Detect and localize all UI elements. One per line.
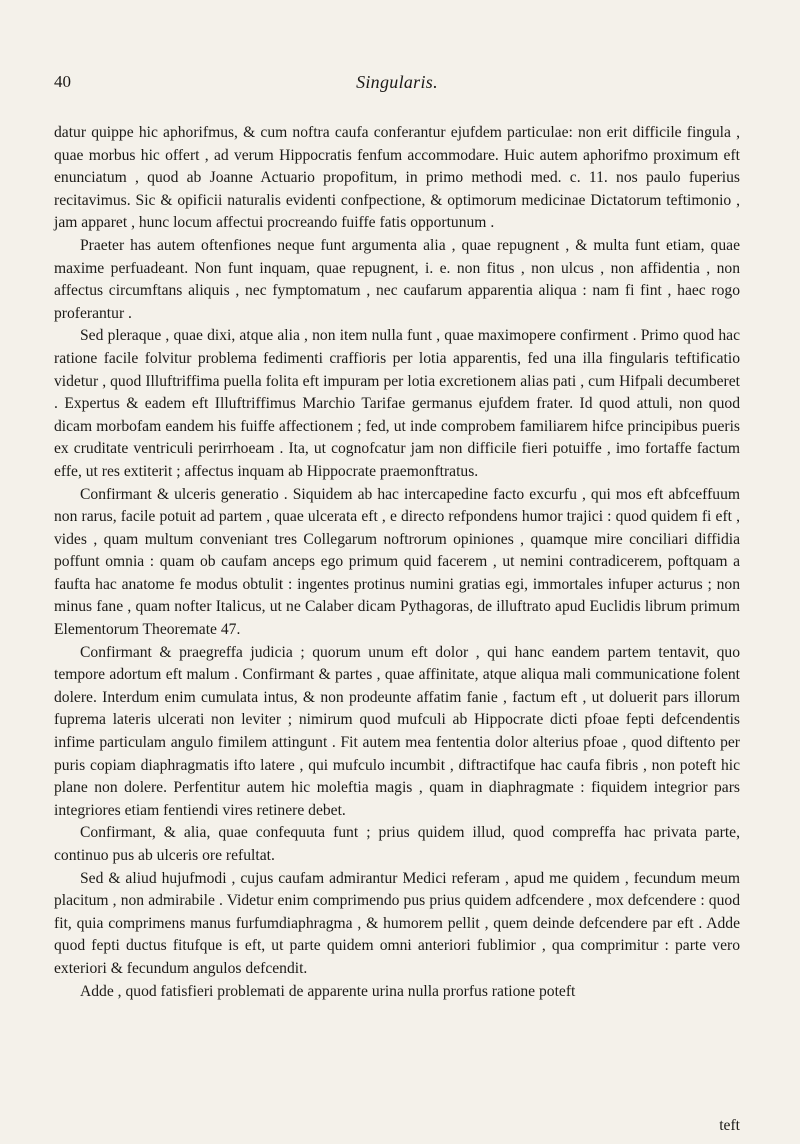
catchword: teft [719, 1117, 740, 1134]
paragraph: Adde , quod fatisfieri problemati de apparente urina nulla prorfus ratione poteft [80, 982, 576, 1000]
paragraph: Sed pleraque , quae dixi, atque alia , non item nulla funt , quae maximopere confirment . Primo quod hac ratione facile folvitur problema fedimenti craffioris per lotia apparentis, fed una illa fingularis teftificatio videtur , quod Illuftriffima puella folita eft impuram per lotia excretionem alias pati , cum Hifpali decumberet . Expertus & eadem eft Illuftriffimus Marchio Tarifae germanus ejufdem frater. Id quod attuli, non quod dicam morbofam eandem his fuiffe affectionem ; fed, ut inde comprobem familiarem hifce principibus pueris ex cruditate ventriculi perirrhoeam . Ita, ut cognofcatur jam non difficile fieri potuiffe , imo fortaffe factum effe, ut res extiterit ; affectus inquam ab Hippocrate praemonftratus. [54, 327, 740, 480]
body-text [54, 122, 740, 1003]
page-number: 40 [54, 72, 71, 91]
paragraph: Confirmant & praegreffa judicia ; quorum unum eft dolor , qui hanc eandem partem tentavit, quo tempore adortum eft malum . Confirmant & partes , quae affinitate, atque aliqua mali communicatione folent dolere. Interdum enim cumulata intus, & non prodeunte affatim fanie , factum eft , ut doluerit pars illorum fuprema lateris ulcerati non leviter ; nimirum quod mufculi ab Hippocrate dicti pfoae fepti defcendentis infime particulam angulo fimilem attingunt . Fit autem mea fententia dolor alterius pfoae , quod diftento per puris copiam diaphragmatis ifto latere , qui mufculo incumbit , diftractifque hac caufa fibris , non poteft hic plane non dolere. Perfentitur autem hic moleftia magis , quam in diaphragmate : fiquidem integrior pars integriores etiam fentiendi vires retinere debet. [54, 643, 740, 819]
running-title: Singularis. [356, 72, 438, 92]
paragraph: Confirmant, & alia, quae confequuta funt ; prius quidem illud, quod compreffa hac privata parte, continuo pus ab ulceris ore refultat. [54, 824, 740, 864]
paragraph: datur quippe hic aphorifmus, & cum noftra caufa conferantur ejufdem particulae: non erit difficile fingula , quae morbus hic offert , ad verum Hippocratis fenfum accommodare. Huic autem aphorifmo proximum eft enunciatum , quod ab Joanne Actuario propofitum, in primo methodi med. c. 11. nos paulo fuperius recitavimus. Sic & opificii naturalis evidenti confpectione, & optimorum medicinae Dictatorum teftimonio , jam apparet , hunc locum affectui procreando fuiffe fatis opportunum . [54, 124, 740, 232]
page-header [54, 72, 740, 102]
paragraph: Sed & aliud hujufmodi , cujus caufam admirantur Medici referam , apud me quidem , fecundum meum placitum , non admirabile . Videtur enim comprimendo pus prius quidem adfcendere , mox defcendere : quod fit, quia comprimens manus furfumdiaphragma , & humorem pellit , quem deinde defcendere par eft . Adde quod fepti ductus fitufque is eft, ut parte quidem omni anteriori fublimior , qua comprimitur : parte vero exteriori & fecundum angulos defcendit. [54, 869, 740, 977]
paragraph: Confirmant & ulceris generatio . Siquidem ab hac intercapedine facto excurfu , qui mos eft abfceffuum non rarus, facile potuit ad partem , quae ulcerata eft , e directo refpondens humor trajici : quod quidem fi eft , vides , quam multum conveniant tres Collegarum noftrorum opiniones , quamque mire conciliari diffidia poffunt omnia : quam ob caufam anceps ego primum quid facerem , ut nemini contradicerem, poftquam a faufta hac anatome fe modus obtulit : ingentes protinus numini gratias egi, immortales infuper acturus ; non minus fane , quam nofter Italicus, ut ne Calaber dicam Pythagoras, de illuftrato apud Euclidis librum primum Elementorum Theoremate 47. [54, 485, 740, 639]
paragraph: Praeter has autem oftenfiones neque funt argumenta alia , quae repugnent , & multa funt etiam, quae maxime perfuadeant. Non funt inquam, quae repugnent, i. e. non fitus , non ulcus , non affidentia , non affectus circumftans aliquis , nec fymptomatum , nec caufarum apparentia aliqua : nam fi fint , haec rogo proferantur . [54, 236, 740, 322]
